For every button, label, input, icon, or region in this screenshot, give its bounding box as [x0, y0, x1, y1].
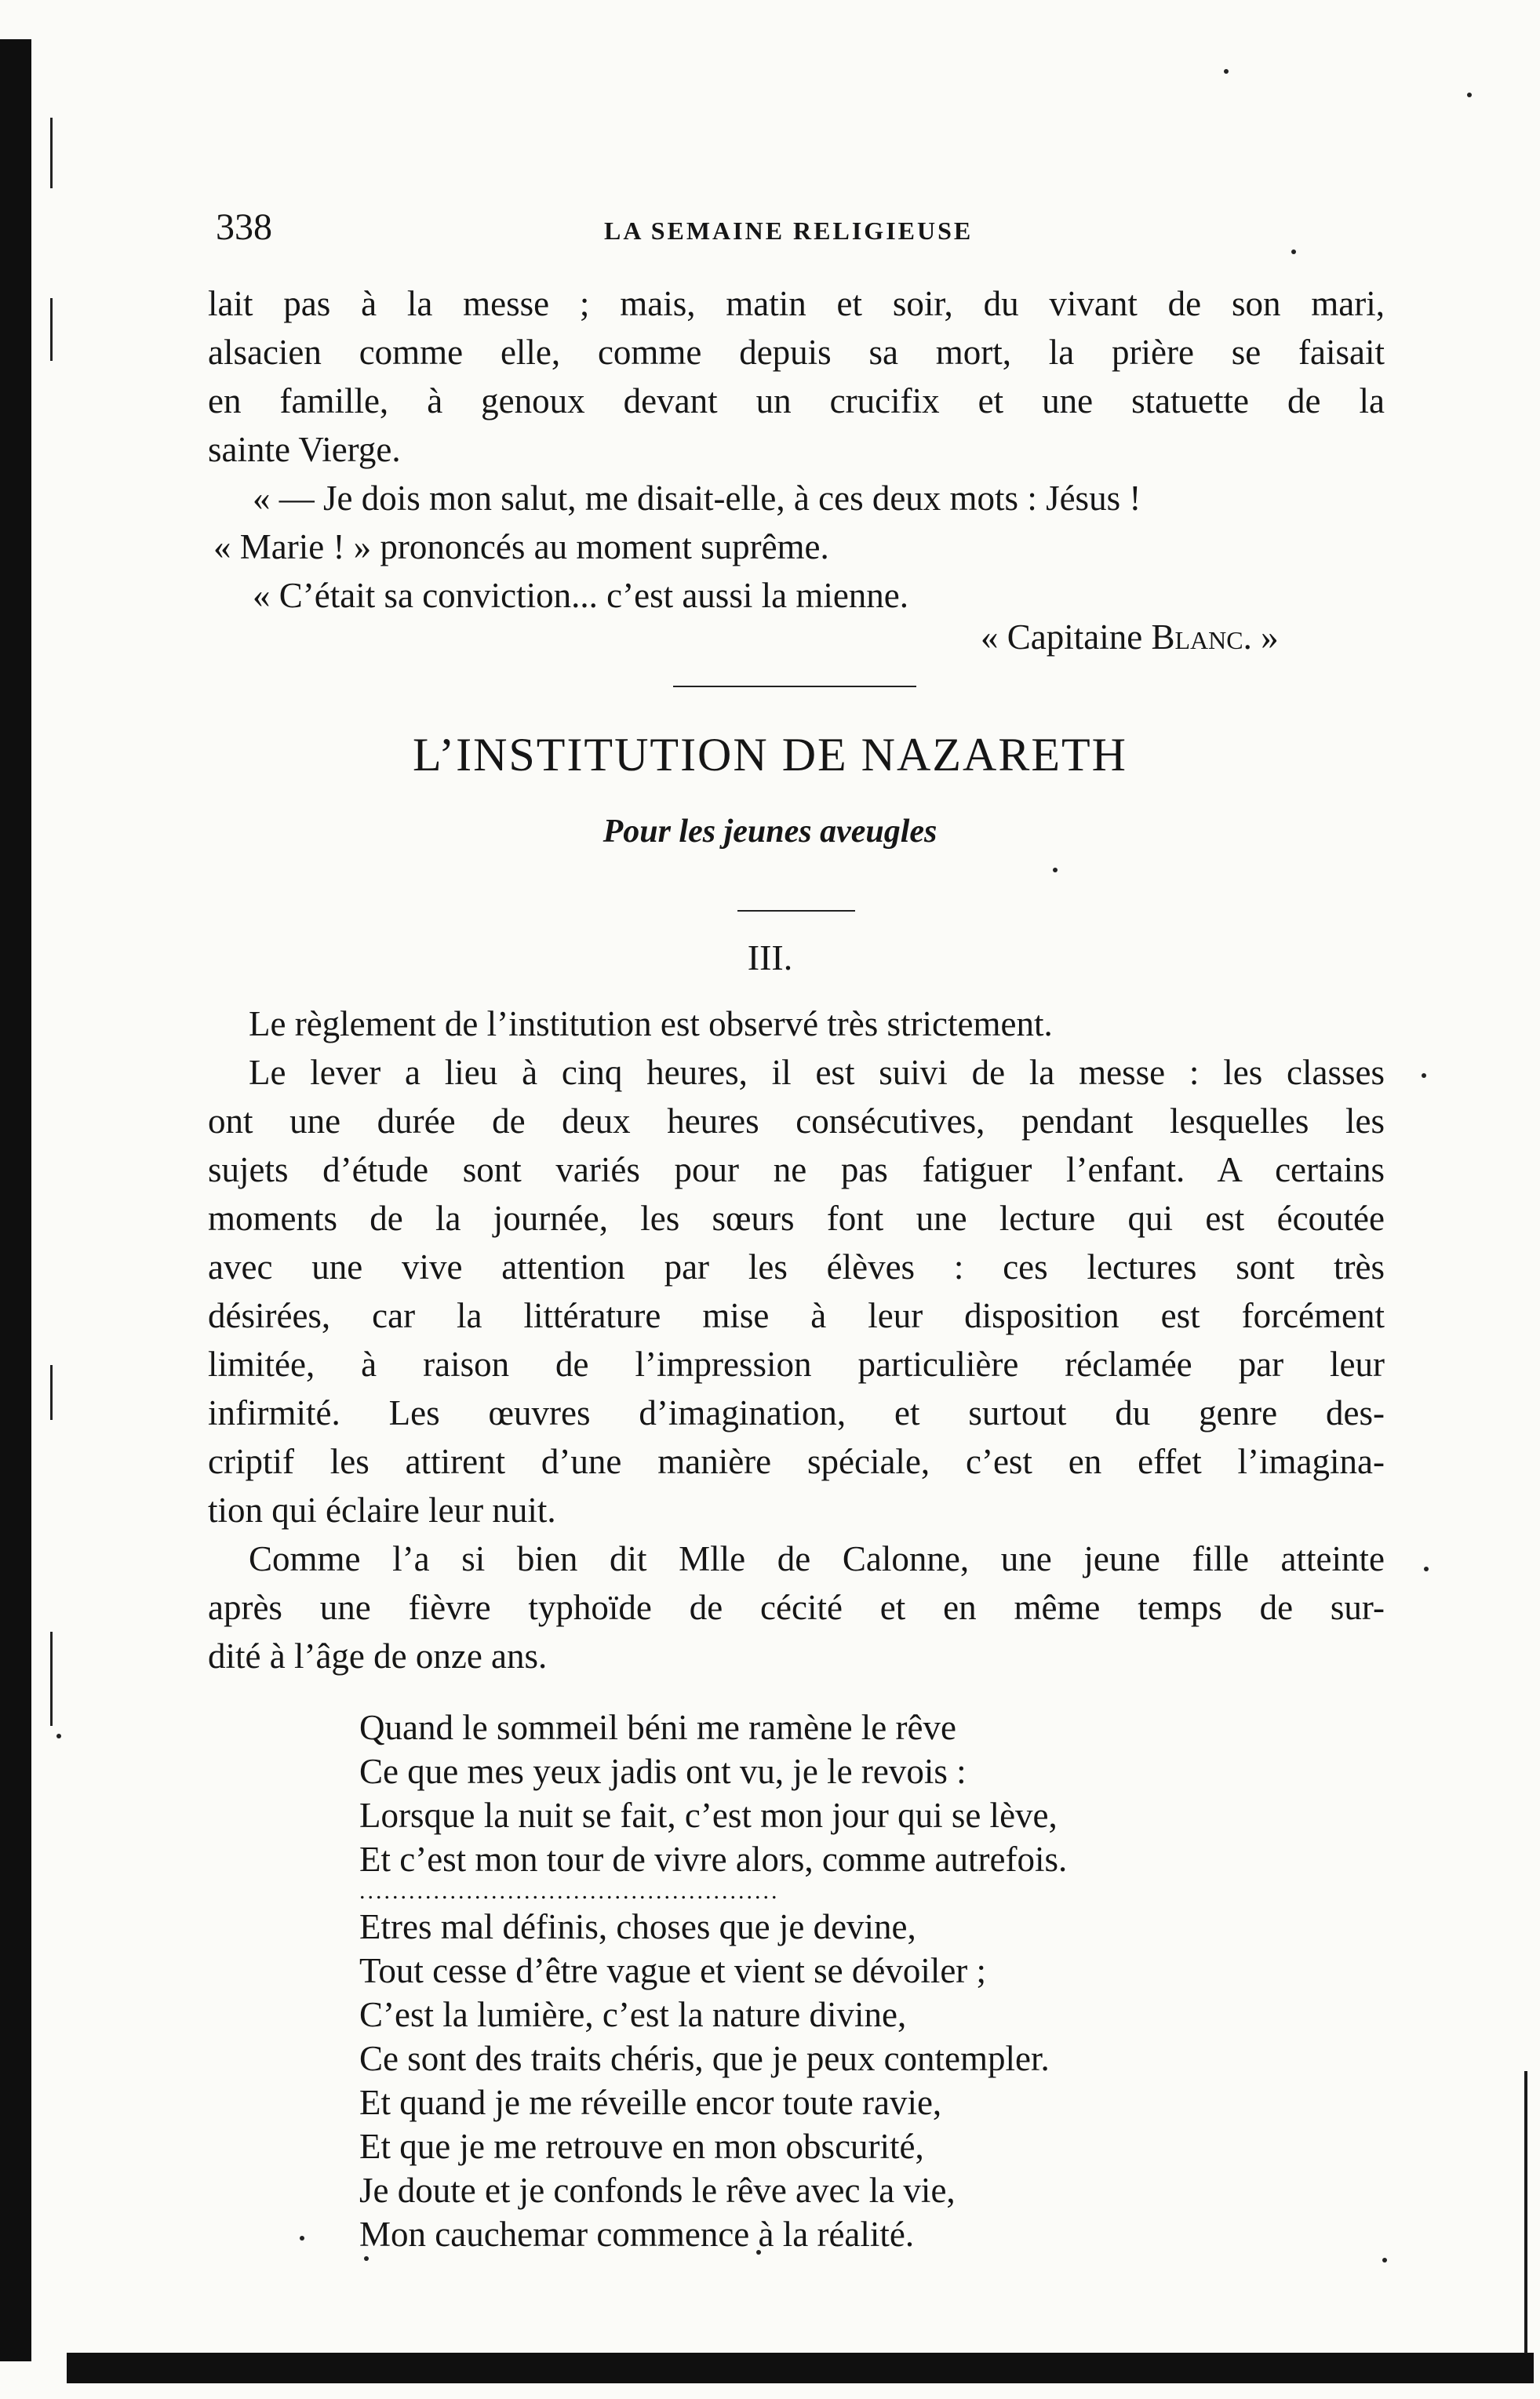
article-title: L’INSTITUTION DE NAZARETH — [413, 729, 1127, 781]
verse-line: Etres mal définis, choses que je devine, — [359, 1907, 916, 1946]
text-line: Le lever a lieu à cinq heures, il est suivi de la messe : les classes — [249, 1053, 1385, 1092]
text-line: « C’était sa conviction... c’est aussi la mienne. — [253, 576, 909, 615]
verse-line: Je doute et je confonds le rêve avec la vie, — [359, 2171, 956, 2210]
verse-line: Ce que mes yeux jadis ont vu, je le revois : — [359, 1752, 967, 1791]
scan-speck — [364, 2256, 369, 2261]
text-line: Le règlement de l’institution est observé très strictement. — [249, 1004, 1053, 1043]
signature-name: Blanc — [1151, 617, 1243, 657]
text-line: sainte Vierge. — [208, 430, 401, 469]
verse-line: Lorsque la nuit se fait, c’est mon jour qui se lève, — [359, 1796, 1058, 1835]
text-line: lait pas à la messe ; mais, matin et soir, du vivant de son mari, — [208, 284, 1385, 323]
poem-stanza — [359, 1905, 1301, 2256]
article-subtitle: Pour les jeunes aveugles — [603, 814, 937, 850]
scan-speck — [1424, 1567, 1429, 1571]
scan-speck — [1224, 69, 1229, 74]
verse-line: Et c’est mon tour de vivre alors, comme autrefois. — [359, 1840, 1068, 1879]
scan-margin-mark — [50, 298, 53, 361]
signature-close: . » — [1243, 617, 1279, 657]
scan-speck — [300, 2236, 304, 2241]
text-line: infirmité. Les œuvres d’imagination, et surtout du genre des- — [208, 1393, 1385, 1432]
scan-speck — [1422, 1073, 1426, 1078]
letter-signature — [981, 617, 1279, 657]
body-paragraph — [208, 1048, 1385, 1534]
text-line: en famille, à genoux devant un crucifix et une statuette de la — [208, 381, 1385, 420]
letter-quote — [213, 474, 1382, 620]
running-title: LA SEMAINE RELIGIEUSE — [604, 217, 974, 245]
scan-right-edge — [1524, 2071, 1527, 2353]
poem-stanza — [359, 1706, 1301, 1881]
separator-rule — [673, 686, 916, 687]
section-number: III. — [747, 937, 793, 977]
text-line: limitée, à raison de l’impression particulière réclamée par leur — [208, 1345, 1385, 1384]
scan-bottom-border — [67, 2352, 1534, 2383]
text-line: ont une durée de deux heures consécutives, pendant lesquelles les — [208, 1101, 1385, 1141]
verse-line: Et que je me retrouve en mon obscurité, — [359, 2127, 924, 2166]
scan-margin-mark — [50, 1632, 53, 1726]
body-paragraph — [208, 999, 1385, 1048]
scan-speck — [1467, 93, 1472, 97]
verse-line: Quand le sommeil béni me ramène le rêve — [359, 1708, 956, 1747]
text-line: après une fièvre typhoïde de cécité et en même temps de sur- — [208, 1588, 1385, 1627]
scan-left-border — [0, 39, 31, 2361]
text-line: désirées, car la littérature mise à leur disposition est forcément — [208, 1296, 1385, 1335]
text-line: « Marie ! » prononcés au moment suprême. — [213, 527, 829, 566]
body-paragraph — [208, 1534, 1385, 1680]
text-line: avec une vive attention par les élèves : ces lectures sont très — [208, 1247, 1385, 1287]
text-line: sujets d’étude sont variés pour ne pas fatiguer l’enfant. A certains — [208, 1150, 1385, 1189]
scan-speck — [1053, 868, 1058, 872]
text-line: moments de la journée, les sœurs font une lecture qui est écoutée — [208, 1199, 1385, 1238]
signature-open: « Capitaine — [981, 617, 1152, 657]
verse-line: C’est la lumière, c’est la nature divine, — [359, 1995, 907, 2034]
text-line: tion qui éclaire leur nuit. — [208, 1491, 556, 1530]
section-rule — [737, 910, 855, 912]
scan-margin-mark — [50, 1365, 53, 1420]
letter-paragraph — [208, 279, 1385, 474]
text-line: criptif les attirent d’une manière spéciale, c’est en effet l’imagina- — [208, 1442, 1385, 1481]
scan-speck — [56, 1734, 61, 1738]
text-line: alsacien comme elle, comme depuis sa mort, la prière se faisait — [208, 333, 1385, 372]
verse-line: Ce sont des traits chéris, que je peux contempler. — [359, 2039, 1050, 2078]
page-number: 338 — [216, 206, 272, 248]
scan-bottom-gap — [67, 2348, 1534, 2353]
scan-margin-mark — [50, 118, 53, 188]
text-line: Comme l’a si bien dit Mlle de Calonne, une jeune fille atteinte — [249, 1539, 1385, 1578]
poem-ellipsis: ................................................... — [359, 1878, 780, 1904]
running-header — [216, 206, 1381, 260]
verse-line: Mon cauchemar commence à la réalité. — [359, 2215, 915, 2254]
scan-speck — [1382, 2258, 1387, 2262]
verse-line: Tout cesse d’être vague et vient se dévoiler ; — [359, 1951, 987, 1990]
verse-line: Et quand je me réveille encor toute ravie, — [359, 2083, 942, 2122]
text-line: « — Je dois mon salut, me disait-elle, à ces deux mots : Jésus ! — [253, 479, 1141, 518]
text-line: dité à l’âge de onze ans. — [208, 1636, 548, 1676]
